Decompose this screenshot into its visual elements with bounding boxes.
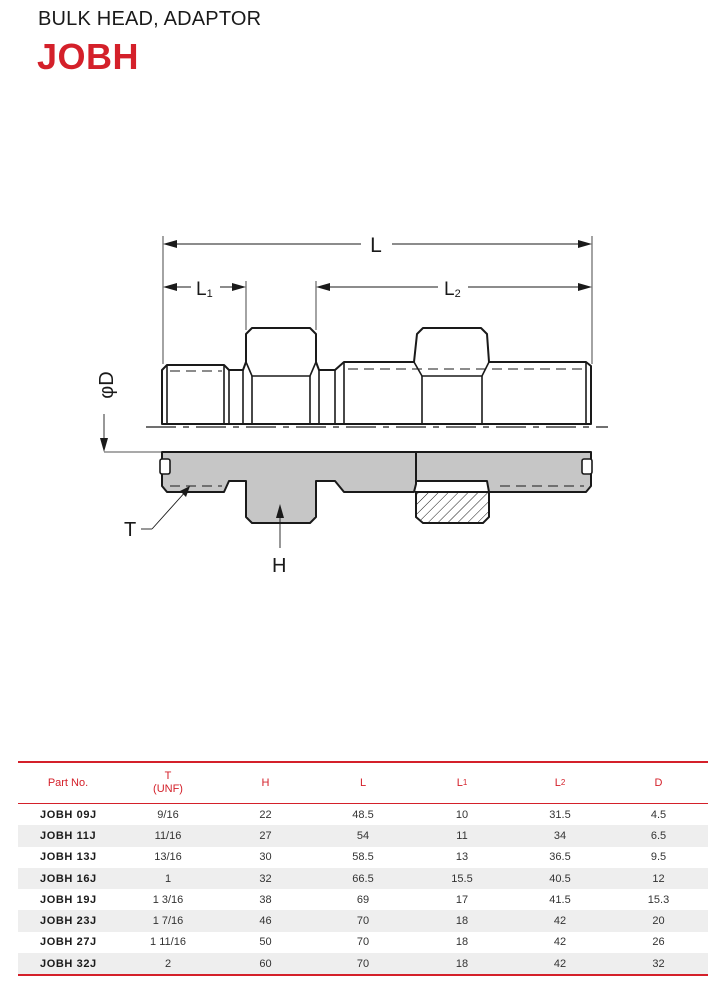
col-header-l1-main: L <box>456 777 463 789</box>
right-port-cutout <box>582 459 592 474</box>
cell-t: 1 3/16 <box>152 893 184 906</box>
cell-d: 4.5 <box>650 808 667 821</box>
cell-part: JOBH 32J <box>18 953 118 975</box>
cell-l2: 41.5 <box>549 893 571 906</box>
thread-T-label: T <box>124 519 137 541</box>
cell-part: JOBH 13J <box>40 851 97 864</box>
cell-l2: 42 <box>553 936 567 949</box>
cell-h: 60 <box>218 953 313 975</box>
cell-part: JOBH 16J <box>18 868 118 889</box>
cell-h: 38 <box>259 893 272 906</box>
table-row <box>18 889 708 910</box>
col-header-h: H <box>218 762 313 804</box>
cell-h: 32 <box>218 868 313 889</box>
cell-d: 6.5 <box>609 825 708 846</box>
nut-hatched-section <box>416 492 489 523</box>
cell-l: 48.5 <box>352 808 374 821</box>
cell-l1: 18 <box>455 936 469 949</box>
cell-l: 66.5 <box>313 868 413 889</box>
cell-d: 9.5 <box>650 851 667 864</box>
cell-d: 32 <box>609 953 708 975</box>
col-header-t-top: T <box>164 770 172 782</box>
cell-l: 58.5 <box>352 851 374 864</box>
col-header-l1 <box>413 762 511 804</box>
col-header-l2-sub: 2 <box>560 778 566 787</box>
cell-t: 1 <box>118 868 218 889</box>
table-row <box>18 804 708 826</box>
fitting-outline <box>162 328 591 424</box>
col-header-l2 <box>511 762 609 804</box>
cell-t: 9/16 <box>157 808 179 821</box>
cell-l: 70 <box>356 936 370 949</box>
cell-h: 46 <box>218 910 313 931</box>
col-header-l: L <box>313 762 413 804</box>
cell-d: 15.3 <box>647 893 670 906</box>
cell-l1: 18 <box>413 910 511 931</box>
hex-H-label: H <box>272 555 287 577</box>
dimension-L1-label: L1 <box>196 279 213 300</box>
col-header-l1-sub: 1 <box>462 778 468 787</box>
cell-part: JOBH 27J <box>40 936 97 949</box>
col-header-t <box>118 762 218 804</box>
cell-l1: 13 <box>455 851 469 864</box>
cell-l1: 17 <box>455 893 469 906</box>
cell-l: 70 <box>313 910 413 931</box>
table-row <box>18 868 708 889</box>
col-header-part: Part No. <box>18 762 118 804</box>
left-port-cutout <box>160 459 170 474</box>
cell-t: 11/16 <box>118 825 218 846</box>
table-row <box>18 825 708 846</box>
cell-l1: 10 <box>455 808 469 821</box>
cell-l2: 40.5 <box>511 868 609 889</box>
dimensions-table <box>18 761 708 976</box>
cell-l2: 31.5 <box>549 808 571 821</box>
col-header-t-bottom: (UNF) <box>153 783 183 795</box>
cell-part: JOBH 09J <box>40 808 97 821</box>
cell-h: 30 <box>259 851 272 864</box>
dimension-L2-label: L2 <box>444 279 461 300</box>
cell-part: JOBH 19J <box>40 893 97 906</box>
table-row <box>18 932 708 953</box>
cell-l2: 42 <box>511 910 609 931</box>
table-row <box>18 953 708 975</box>
dimension-D-label: φD <box>96 371 118 399</box>
cell-t: 2 <box>118 953 218 975</box>
leader-T <box>141 486 190 529</box>
cell-h: 27 <box>218 825 313 846</box>
cell-l: 70 <box>313 953 413 975</box>
product-subtitle: BULK HEAD, ADAPTOR <box>38 8 262 30</box>
cell-t: 13/16 <box>154 851 182 864</box>
product-code-title: JOBH <box>37 36 140 77</box>
cell-l2: 36.5 <box>549 851 571 864</box>
cell-d: 20 <box>609 910 708 931</box>
dimension-D <box>100 414 108 452</box>
cell-l1: 11 <box>413 825 511 846</box>
cell-h: 50 <box>259 936 272 949</box>
cell-l1: 18 <box>413 953 511 975</box>
cell-t: 1 7/16 <box>118 910 218 931</box>
col-header-d: D <box>609 762 708 804</box>
cell-d: 26 <box>652 936 665 949</box>
col-header-l2-main: L <box>554 777 561 789</box>
dimension-L-label: L <box>370 234 382 257</box>
table-row <box>18 910 708 931</box>
cell-h: 22 <box>259 808 272 821</box>
cell-l: 54 <box>313 825 413 846</box>
cell-part: JOBH 11J <box>18 825 118 846</box>
cell-l2: 42 <box>511 953 609 975</box>
table-row <box>18 847 708 868</box>
cell-part: JOBH 23J <box>18 910 118 931</box>
section-outline <box>162 452 416 523</box>
cell-l: 69 <box>356 893 370 906</box>
cell-t: 1 11/16 <box>150 936 186 949</box>
cell-d: 12 <box>609 868 708 889</box>
table-header-row <box>18 762 708 804</box>
cell-l1: 15.5 <box>413 868 511 889</box>
cell-l2: 34 <box>511 825 609 846</box>
